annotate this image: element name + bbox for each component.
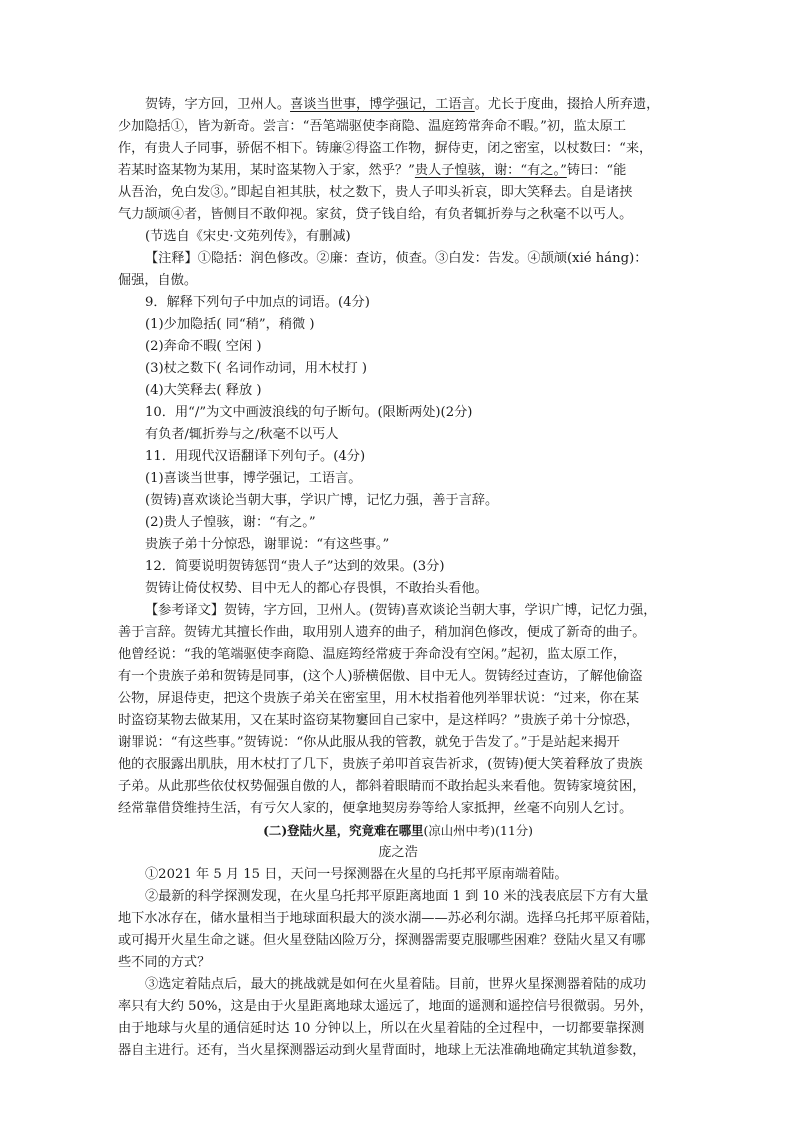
text-span: 。尤长于度曲，掇拾人所弃遗， [474, 97, 660, 112]
question-9: 9．解释下列句子中加点的词语。(4分) [145, 295, 370, 310]
paragraph-2-line: 地下水冰存在，储水量相当于地球面积最大的淡水湖——苏必利尔湖。选择乌托邦平原着陆， [118, 911, 659, 926]
section-title-main: (二)登陆火星，究竟难在哪里 [263, 823, 424, 838]
classical-line: 从吾治，免白发③。”即起自袒其肤，杖之数下，贵人子叩头祈哀，即大笑释去。自是诸挟 [118, 185, 633, 200]
translation-line: 经常靠借贷维持生活，有亏欠人家的，便拿地契房券等给人家抵押，丝毫不向别人乞讨。 [118, 801, 633, 816]
notes-line [118, 248, 678, 270]
paragraph-3-line: 器自主进行。还有，当火星探测器运动到火星背面时，地球上无法准确地确定其轨道参数， [118, 1043, 646, 1058]
paragraph-1: ①2021 年 5 月 15 日，天问一号探测器在火星的乌托邦平原南端着陆。 [145, 867, 568, 882]
paragraph-3-line: ③选定着陆点后，最大的挑战就是如何在火星着陆。目前，世界火星探测器着陆的成功 [145, 977, 647, 992]
paragraph-3-line: 率只有大约 50%，这是由于火星距离地球太遥远了，地面的遥测和遥控信号很微弱。另外， [118, 999, 653, 1014]
text-span: 贺铸，字方回，卫州人。 [145, 97, 291, 112]
section-title-source: (凉山州中考)(11分) [423, 823, 533, 838]
translation-line: 有一个贵族子弟和贺铸是同事，(这个人)骄横倨傲、目中无人。贺铸经过查访，了解他偷盗 [118, 669, 643, 684]
underlined-sentence: 贵人子惶骇，谢：“有之。” [414, 163, 567, 178]
answer-9-1: (1)少加隐括( 同“稍”，稍微 ) [145, 317, 315, 332]
article-author: 庞之浩 [378, 845, 418, 860]
classical-line: 气力颉颃④者，皆侧目不敢仰视。家贫，贷子钱自给，有负者辄折券与之秋毫不以丐人。 [118, 207, 633, 222]
notes-line: 倔强，自傲。 [118, 273, 198, 288]
source-citation: (节选自《宋史·文苑列传》，有删减) [145, 229, 351, 244]
classical-line: 少加隐括①，皆为新奇。尝言：“吾笔端驱使李商隐、温庭筠常奔命不暇。”初，监太原工 [118, 119, 627, 134]
classical-line: 作，有贵人子同事，骄倨不相下。铸廉②得盗工作物，摒侍吏，闭之密室，以杖数曰：“来， [118, 141, 653, 156]
underlined-sentence: 喜谈当世事，博学强记，工语言 [290, 97, 475, 112]
translation-label: 【参考译文】 [145, 603, 225, 618]
paragraph-2-line: 些不同的方式？ [118, 955, 211, 970]
answer-12: 贺铸让倚仗权势、目中无人的都心存畏惧，不敢抬头看他。 [145, 581, 488, 596]
answer-11-2: 贵族子弟十分惊恐，谢罪说：“有这些事。” [145, 537, 390, 552]
answer-9-2: (2)奔命不暇( 空闲 ) [145, 339, 262, 354]
translation-line: 他曾经说：“我的笔端驱使李商隐、温庭筠经常疲于奔命没有空闲。”起初，监太原工作， [118, 647, 627, 662]
text-span: 若某时盗某物为某用，某时盗某物入于家，然乎？” [118, 163, 415, 178]
answer-10: 有负者/辄折券与之/秋毫不以丐人 [145, 427, 339, 442]
translation-line: 他的衣服露出肌肤，用木杖打了几下，贵族子弟叩首哀告祈求，(贺铸)便大笑着释放了贵族 [118, 757, 643, 772]
document-page [118, 94, 678, 1062]
classical-line [118, 160, 678, 182]
translation-line: 子弟。从此那些依仗权势倔强自傲的人，都斜着眼睛而不敢抬起头来看他。贺铸家境贫困， [118, 779, 646, 794]
answer-9-4: (4)大笑释去( 释放 ) [145, 383, 262, 398]
question-10: 10．用“/”为文中画波浪线的句子断句。(限断两处)(2分) [145, 405, 473, 420]
answer-11-1: (贺铸)喜欢谈论当朝大事，学识广博，记忆力强，善于言辞。 [145, 493, 499, 508]
translation-line: 时盗窃某物去做某用，又在某时盗窃某物窶回自己家中，是这样吗？”贵族子弟十分惊恐， [118, 713, 640, 728]
translation-line: 谢罪说：“有这些事。”贺铸说：“你从此服从我的管教，就免于告发了。”于是站起来揭开 [118, 735, 620, 750]
text-span: ①隐括：润色修改。②廉：查访，侦查。③白发：告发。④颉颃(xié háng)： [197, 251, 648, 266]
question-11: 11．用现代汉语翻译下列句子。(4分) [145, 449, 366, 464]
text-span: 铸曰：“能 [566, 163, 627, 178]
question-11-1: (1)喜谈当世事，博学强记，工语言。 [145, 471, 362, 486]
translation-line: 公物，屏退侍吏，把这个贵族子弟关在密室里，用木杖指着他列举罪状说：“过来，你在某 [118, 691, 640, 706]
section-title [118, 820, 678, 842]
paragraph-3-line: 由于地球与火星的通信延时达 10 分钟以上，所以在火星着陆的全过程中，一切都要靠探测 [118, 1021, 645, 1036]
classical-line [118, 94, 678, 116]
text-span: 贺铸，字方回，卫州人。(贺铸)喜欢谈论当朝大事，学识广博，记忆力强， [224, 603, 657, 618]
paragraph-2-line: ②最新的科学探测发现，在火星乌托邦平原距离地面 1 到 10 米的浅表底层下方有大量 [145, 889, 649, 904]
answer-9-3: (3)杖之数下( 名词作动词，用木杖打 ) [145, 361, 367, 376]
question-11-2: (2)贵人子惶骇，谢：“有之。” [145, 515, 316, 530]
translation-line [118, 600, 678, 622]
paragraph-2-line: 或可揭开火星生命之谜。但火星登陆凶险万分，探测器需要克服哪些困难？登陆火星又有哪 [118, 933, 646, 948]
notes-label: 【注释】 [145, 251, 198, 266]
question-12: 12．简要说明贺铸惩罚“贵人子”达到的效果。(3分) [145, 559, 445, 574]
translation-line: 善于言辞。贺铸尤其擅长作曲，取用别人遗弃的曲子，稍加润色修改，便成了新奇的曲子。 [118, 625, 646, 640]
